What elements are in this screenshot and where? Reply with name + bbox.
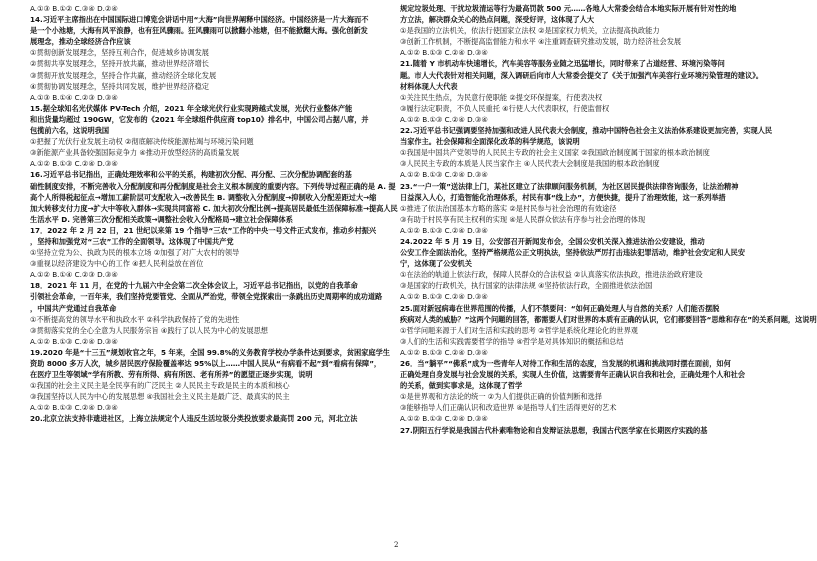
text-line: ①我国的社会主义民主是全民享有的广泛民主 ②人民民主专政是民主的本质和核心 — [30, 381, 290, 391]
text-line: 26．当“躺平”“佛系”成为一些青年人对待工作和生活的态度，当发展的机遇和挑战同时摆在面前，如何 — [400, 359, 731, 368]
text-line: ③有助于村民享有民主权利的实现 ④是人民群众依法有序参与社会治理的体现 — [400, 214, 646, 224]
text-line: 规定垃圾处理、干扰垃圾清运等行为最高罚款 500 元……各地人大常委会结合本地实际开展有针对性的地 — [400, 4, 737, 13]
text-line: ，中国共产党通过自我革命 — [30, 303, 117, 313]
text-line: A.①③ B.①② C.③④ D.②④ — [30, 4, 118, 13]
text-line: 加大转移支付力度→扩大中等收入群体→实现共同富裕 C. 加大初次分配比例→提高居民最低生活保障标准→提高人民 — [30, 203, 398, 213]
text-line: ①坚持立党为公、执政为民的根本立场 ②加强了对广大农村的领导 — [30, 248, 240, 258]
right-column — [400, 3, 817, 553]
text-line: ③履行法定职责，不负人民重托 ④行使人大代表职权，行使监督权 — [400, 103, 610, 113]
text-line: ①哲学问题来源于人们对生活和实践的思考 ②哲学是系统化理论化的世界观 — [400, 325, 638, 335]
text-line: 日益深入人心，打造智能化治理体系，村民有事“线上办”，方便快捷，提升了治理效能，这一系列举措 — [400, 192, 726, 202]
text-line: 27.阴阳五行学说是我国古代朴素唯物论和自发辩证法思想，我国古代医学家在长期医疗实践的基 — [400, 425, 708, 435]
text-line: ①贯彻创新发展理念，坚持互利合作，促进城乡协调发展 — [30, 48, 209, 58]
text-line: A.①② B.①③ C.②④ D.③④ — [400, 347, 488, 357]
text-line: 公安工作全面法治化，坚持严格规范公正文明执法，坚持依法严厉打击违法犯罪活动，维护社会安定和人民安 — [400, 248, 746, 258]
text-line: A.①② B.①③ C.②④ D.③④ — [400, 170, 488, 180]
text-line: 24.2022 年 5 月 19 日，公安部召开新闻发布会，全国公安机关深入推进法治公安建设，推动 — [400, 236, 705, 246]
text-line: 22.习近平总书记强调要坚持加强和改进人民代表大会制度，推动中国特色社会主义法治体系建设更加完善，实现人民 — [400, 126, 773, 136]
text-line: ①把握了光伏行业发展主动权 ②彻底解决传统能源枯竭与环境污染问题 — [30, 137, 254, 147]
text-line: 20.北京立法支持非遗进社区，上海立法规定个人违反生活垃圾分类投放要求最高罚 200 元，河北立法 — [30, 414, 358, 424]
text-line: ③贯彻开放发展理念，坚持合作共赢，推动经济全球化发展 — [30, 70, 217, 80]
text-line: ①我国是中国共产党领导的人民民主专政的社会主义国家 ②我国政治制度属于国家的根本政治制度 — [400, 148, 710, 158]
text-line: ②贯彻共享发展理念，坚持开放共赢，推动世界经济增长 — [30, 59, 209, 69]
text-line: 高个人所得税起征点→增加工薪阶层可支配收入→改善民生 B. 调整收入分配制度→抑制收入分配差距过大→缩 — [30, 192, 377, 202]
text-line: ①是世界观和方法论的统一 ②为人们提供正确的价值判断和选择 — [400, 392, 603, 402]
text-line: 引领社会革命，一百年来，我们坚持党要管党、全面从严治党，带领全党探索出一条跳出历史周期率的成功道路 — [30, 292, 383, 302]
text-line: ③能够指导人们正确认识和改造世界 ④是指导人们生活得更好的艺术 — [400, 403, 617, 413]
text-line: 疾病对人类的威胁？”这两个问题的回答，都需要人们对世界的本质有正确的认识，它们都要回答“思维和存在”的关系问题，这说明 — [400, 314, 817, 324]
text-line: 础性制度安排，不断完善收入分配制度和再分配制度是社会主义根本制度的重要内容。下列传导过程正确的是 A. 提 — [30, 181, 396, 191]
text-line: 在医疗卫生等领域“学有所教、劳有所得、病有所医、老有所养”的愿望正逐步实现，说明 — [30, 370, 313, 380]
text-line: ③人们的生活和实践需要哲学的指导 ④哲学是对具体知识的概括和总结 — [400, 336, 624, 346]
text-line: 宁，这体现了公安机关 — [400, 259, 472, 269]
text-line: 17．2022 年 2 月 22 日，21 世纪以来第 19 个指导“三农”工作的中央一号文件正式发布，推动乡村振兴 — [30, 225, 377, 235]
text-line: 当家作主。社会保障和全面深化改革的科学规范，该说明 — [400, 137, 580, 147]
text-line: 23.“一户一策”送法律上门，某社区建立了法律顾问服务机制，为社区居民提供法律咨询服务，让法治精神 — [400, 181, 739, 191]
text-line: 资助 8000 多万人次，城乡居民医疗保险覆盖率达 95%以上……中国人民从“有病看不起”到“看病有保障”， — [30, 359, 382, 368]
text-line: 15.据全球知名光伏媒体 PV-Tech 介绍，2021 年全球光伏行业实现跨越式发展，光伏行业整体产能 — [30, 103, 353, 113]
text-line: 生活水平 D. 完善第三次分配相关政策→调整社会收入分配格局→建立社会保障体系 — [30, 214, 293, 224]
text-line: A.①② B.①③ C.②④ D.③④ — [30, 336, 118, 346]
text-line: 18．2021 年 11 月，在党的十九届六中全会第二次全体会议上，习近平总书记指出，以党的自我革命 — [30, 281, 358, 291]
text-line: ①在法治的轨道上依法行政，保障人民群众的合法权益 ②认真落实依法执政，推进法治政府建设 — [400, 270, 703, 280]
text-line: ④贯彻协调发展理念，坚持共同发展，维护世界经济稳定 — [30, 81, 209, 91]
text-line: A.①② B.①③ C.②④ D.③④ — [400, 114, 488, 124]
text-line: ①是我国的立法机关，依法行使国家立法权 ②是国家权力机关，立法提高执政能力 — [400, 26, 660, 36]
text-line: 19.2020 年是“十三五”规划收官之年，5 年来，全国 99.8%的义务教育学校办学条件达到要求，贫困家庭学生 — [30, 347, 390, 357]
text-line: ③贯彻落实党的全心全意为人民服务宗旨 ④践行了以人民为中心的发展思想 — [30, 325, 268, 335]
text-line: A.①② B.①③ C.②④ D.③④ — [30, 403, 118, 413]
text-line: ①不断提高党的领导水平和执政水平 ②科学执政保持了党的先进性 — [30, 314, 240, 324]
text-line: 包揽前六名，这说明我国 — [30, 126, 110, 136]
left-column — [30, 3, 398, 553]
text-line: 16.习近平总书记指出，正确处理效率和公平的关系，构建初次分配、再分配、三次分配协调配套的基 — [30, 170, 352, 180]
text-line: 25.面对新冠病毒在世界范围的传播，人们不禁要问：“如何正确处理人与自然的关系？人们能否摆脱 — [400, 303, 720, 313]
text-line: 的关系，做到实事求是，这体现了哲学 — [400, 381, 523, 391]
text-line: 14.习近平主席指出在中国国际进口博览会讲话中用“大海”向世界阐释中国经济。中国经济是一片大海而不 — [30, 15, 369, 25]
text-line: 和出货量均超过 190GW，它发布的《2021 年全球组件供应商 top10》排名中，中国公司占据八席，并 — [30, 114, 369, 124]
text-line: ③重视以经济建设为中心的工作 ④把人民利益放在首位 — [30, 259, 204, 269]
page-number: 2 — [394, 541, 399, 549]
text-line: A.①② B.①③ C.②④ D.③④ — [400, 292, 488, 302]
text-line: 21.随着 Y 市机动车快速增长，汽车美容等服务业随之迅猛增长，同时带来了占道经营、环境污染等问 — [400, 59, 725, 69]
text-line: ③创新工作机制，不断提高监督能力和水平 ④注重调查研究推动发展，助力经济社会发展 — [400, 37, 682, 47]
text-line: ③新能源产业具备较强国际竞争力 ④推动开放型经济的高质量发展 — [30, 148, 240, 158]
text-line: 正确处理自身发展与社会发展的关系，实现人生价值，这需要青年正确认识自我和社会，正确处理个人和社会 — [400, 370, 746, 380]
text-line: A.①② B.①③ C.②④ D.③④ — [30, 159, 118, 169]
text-line: A.①② B.①④ C.②③ D.③④ — [30, 270, 118, 280]
text-line: ①关注民生热点，为民意行使职能 ②提交环保提案，行使表决权 — [400, 92, 603, 102]
text-line: A.①② B.①③ C.②④ D.③④ — [400, 225, 488, 235]
text-line: ③我国坚持以人民为中心的发展思想 ④我国社会主义民主是最广泛、最真实的民主 — [30, 392, 290, 402]
text-line: A.①③ B.①④ C.②③ D.③④ — [30, 92, 118, 102]
text-line: 题。市人大代表针对相关问题，深入调研后向市人大常委会提交了《关于加强汽车美容行业环境污染管理的建议》。 — [400, 70, 763, 80]
text-line: ③是国家的行政机关，执行国家的法律法规 ④坚持依法行政，全面推进依法治国 — [400, 281, 653, 291]
text-line: 材料体现人大代表 — [400, 81, 458, 91]
text-line: A.①② B.①③ C.②④ D.③④ — [400, 414, 488, 424]
text-line: 是一个小池塘，大海有风平浪静，也有狂风骤雨。狂风骤雨可以掀翻小池塘，但不能掀翻大海。强化创新发 — [30, 26, 368, 36]
text-line: ①推进了依法治国基本方略的落实 ②是村民参与社会治理的有效途径 — [400, 203, 617, 213]
text-line: ③人民民主专政的本质是人民当家作主 ④人民代表大会制度是我国的根本政治制度 — [400, 159, 660, 169]
text-line: 方立法，解决群众关心的热点问题，深受好评，这体现了人大 — [400, 15, 595, 25]
text-line: ，坚持和加强党对“三农”工作的全面领导。这体现了中国共产党 — [30, 236, 234, 246]
text-line: A.①② B.①③ C.②④ D.③④ — [400, 48, 488, 58]
text-line: 展理念，推动全球经济合作应该 — [30, 37, 131, 47]
